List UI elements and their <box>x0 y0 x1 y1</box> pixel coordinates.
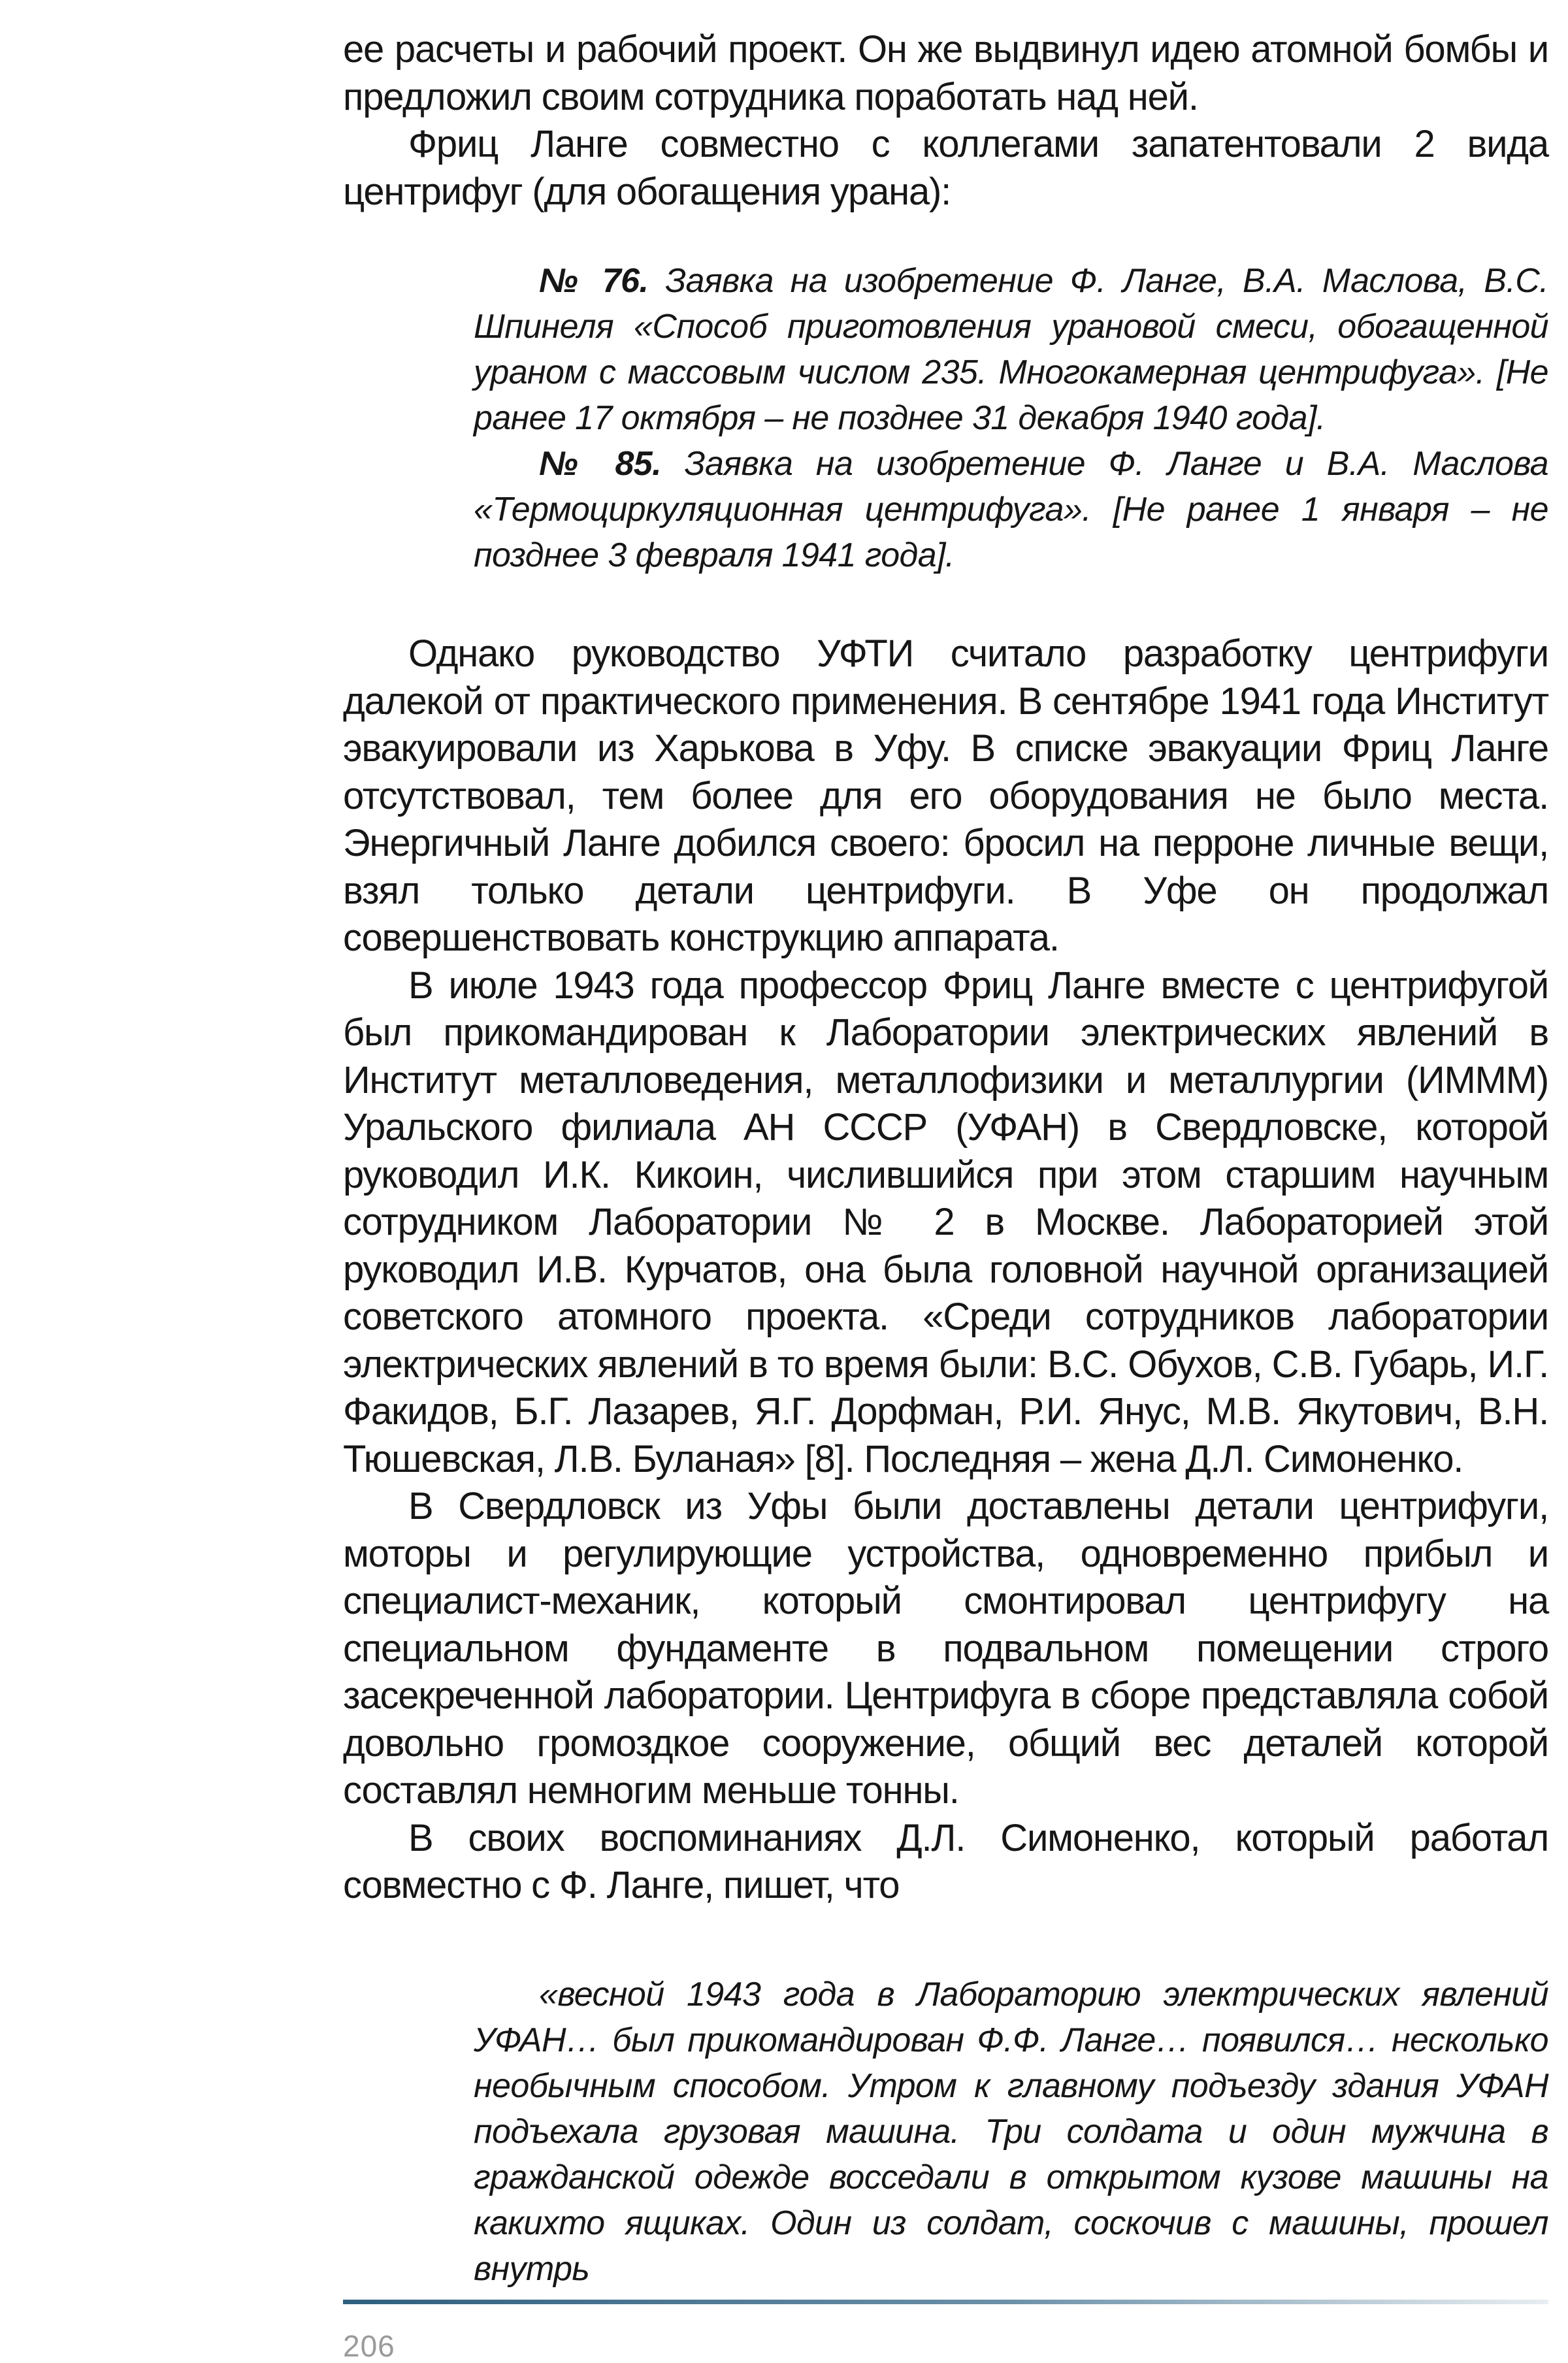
main-text <box>343 630 1548 1910</box>
patent-entry-76 <box>474 258 1548 441</box>
patent-description: Заявка на изобретение Ф. Ланге и В.А. Маслова «Термоциркуляционная центрифуга». [Не ранее 1 января – не позднее 3 февраля 1941 года]. <box>474 445 1548 574</box>
intro-text <box>343 26 1548 216</box>
patent-description: Заявка на изобретение Ф. Ланге, В.А. Маслова, В.С. Шпинеля «Способ приготовления урановой смеси, обогащенной ураном с массовым числом 235. Многокамерная центрифуга». [Не ранее 17 октября – не позднее 31 декабря 1940 года]. <box>474 262 1548 437</box>
quote-text: «весной 1943 года в Лабораторию электрических явлений УФАН… был прикомандирован Ф.Ф. Ланге… появился… несколько необычным способом. Утром к главному подъезду здания УФАН подъехала грузовая машина. Три солдата и один мужчина в гражданской одежде восседали в открытом кузове машины на какихто ящиках. Один из солдат, соскочив с машины, прошел внутрь <box>474 1976 1548 2288</box>
paragraph-centrifuge-assembly: В Свердловск из Уфы были доставлены детали центрифуги, моторы и регулирующие устройства, одновременно прибыл и специалист-механик, который смонтировал центрифугу на специальном фундаменте в подвальном помещении строго засекреченной лаборатории. Центрифуга в сборе представляла собой довольно громоздкое сооружение, общий вес деталей которой составлял немногим меньше тонны. <box>343 1485 1548 1812</box>
patent-number: № 85. <box>539 445 661 483</box>
memoir-quote <box>474 1972 1548 2292</box>
paragraph-sverdlovsk-lab: В июле 1943 года профессор Фриц Ланге вместе с центрифугой был прикомандирован к Лаборатории электрических явлений в Институт металловедения, металлофизики и металлургии (ИМММ) Уральского филиала АН СССР (УФАН) в Свердловске, которой руководил И.К. Кикоин, числившийся при этом старшим научным сотрудником Лаборатории № 2 в Москве. Лабораторией этой руководил И.В. Курчатов, она была головной научной организацией советского атомного проекта. «Среди сотрудников лаборатории электрических явлений в то время были: В.С. Обухов, С.В. Губарь, И.Г. Факидов, Б.Г. Лазарев, Я.Г. Дорфман, Р.И. Янус, М.В. Якутович, В.Н. Тюшевская, Л.В. Буланая» [8]. Последняя – жена Д.Л. Симоненко. <box>343 964 1548 1480</box>
paragraph-patents-intro: Фриц Ланге совместно с коллегами запатентовали 2 вида центрифуг (для обогащения урана): <box>343 123 1548 213</box>
patent-number: № 76. <box>539 262 649 300</box>
paragraph-evacuation: Однако руководство УФТИ считало разработку центрифуги далекой от практического применения. В сентябре 1941 года Институт эвакуировали из Харькова в Уфу. В списке эвакуации Фриц Ланге отсутствовал, тем более для его оборудования не было места. Энергичный Ланге добился своего: бросил на перроне личные вещи, взял только детали центрифуги. В Уфе он продолжал совершенствовать конструкцию аппарата. <box>343 632 1548 959</box>
paragraph-continuation: ее расчеты и рабочий проект. Он же выдвинул идею атомной бомбы и предложил своим сотрудника поработать над ней. <box>343 28 1548 118</box>
paragraph-memoirs-intro: В своих воспоминаниях Д.Л. Симоненко, который работал совместно с Ф. Ланге, пишет, что <box>343 1816 1548 1906</box>
patent-entry-85 <box>474 441 1548 578</box>
footer-rule <box>343 2300 1548 2304</box>
patent-list <box>474 258 1548 578</box>
page-number: 206 <box>343 2329 395 2363</box>
